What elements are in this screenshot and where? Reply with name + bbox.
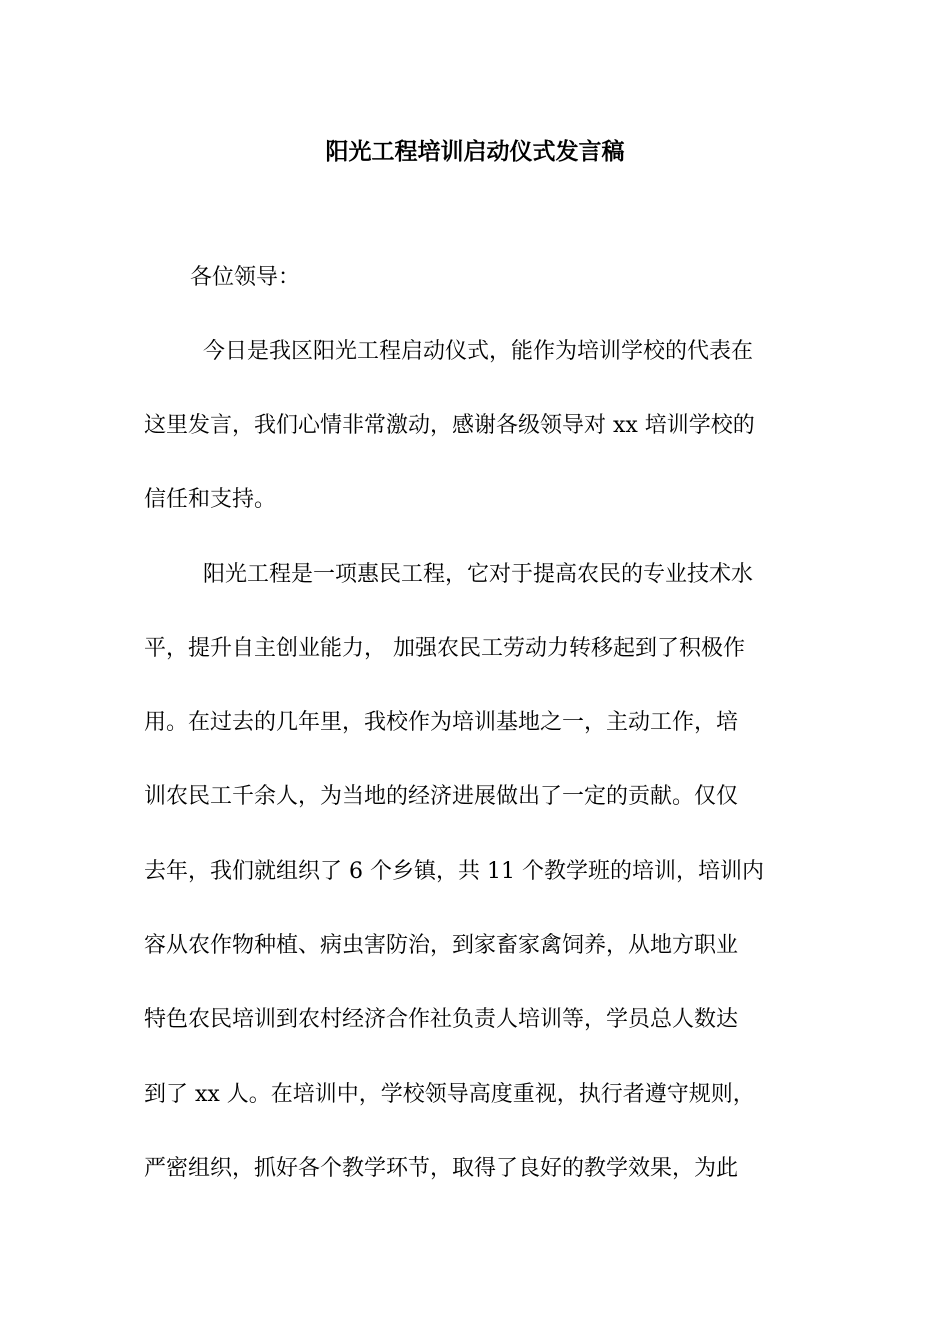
paragraph-line: 到了 xx 人。在培训中，学校领导高度重视，执行者遵守规则， (144, 1082, 755, 1107)
salutation: 各位领导： (190, 265, 301, 290)
paragraph-line: 阳光工程是一项惠民工程，它对于提高农民的专业技术水 (203, 562, 754, 587)
paragraph-line: 这里发言，我们心情非常激动，感谢各级领导对 xx 培训学校的 (144, 413, 755, 438)
paragraph-line: 信任和支持。 (144, 487, 277, 512)
document-title: 阳光工程培训启动仪式发言稿 (325, 138, 625, 165)
paragraph-line: 训农民工千余人，为当地的经济进展做出了一定的贡献。仅仅 (144, 784, 739, 809)
paragraph-line: 特色农民培训到农村经济合作社负责人培训等，学员总人数达 (144, 1007, 739, 1032)
paragraph-line: 用。在过去的几年里，我校作为培训基地之一，主动工作，培 (144, 710, 739, 735)
paragraph-line: 今日是我区阳光工程启动仪式，能作为培训学校的代表在 (203, 339, 754, 364)
paragraph-line: 严密组织，抓好各个教学环节，取得了良好的教学效果，为此 (144, 1156, 739, 1181)
paragraph-line: 容从农作物种植、病虫害防治，到家畜家禽饲养，从地方职业 (144, 933, 739, 958)
paragraph-line: 去年，我们就组织了 6 个乡镇，共 11 个教学班的培训，培训内 (144, 859, 764, 884)
paragraph-line: 平，提升自主创业能力， 加强农民工劳动力转移起到了积极作 (144, 636, 745, 661)
